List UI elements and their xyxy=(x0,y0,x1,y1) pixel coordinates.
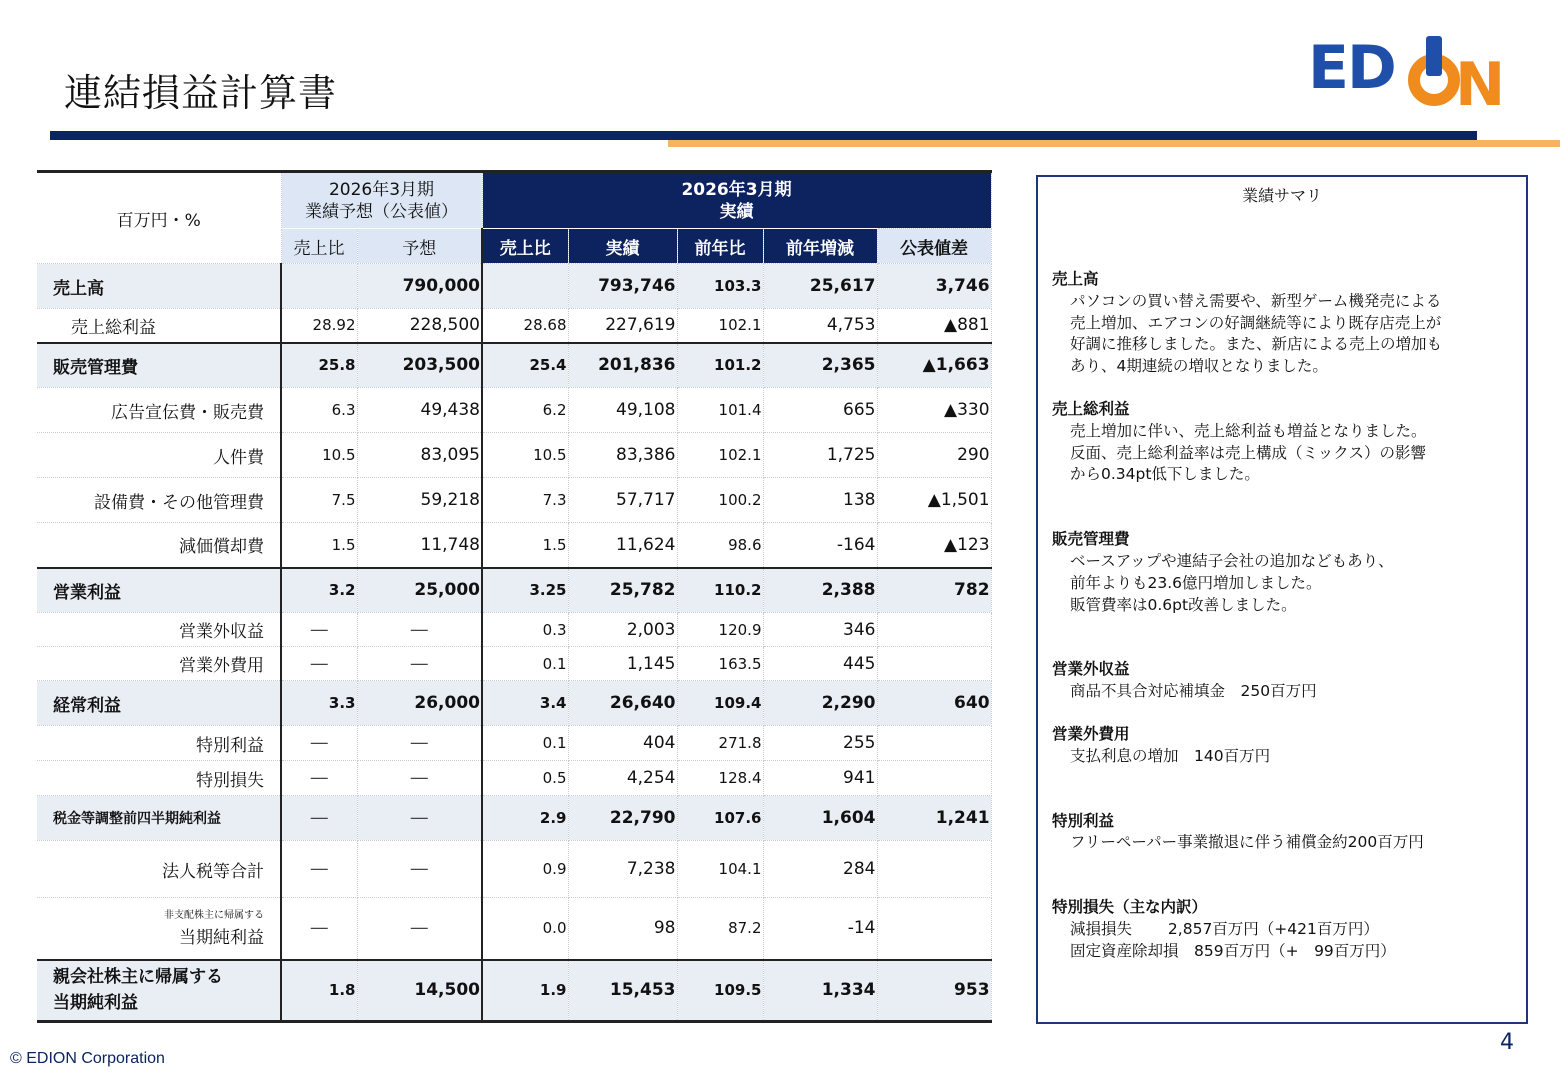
row-label: 営業利益 xyxy=(37,568,281,613)
edion-logo xyxy=(1308,30,1518,110)
col-yoy: 前年比 xyxy=(677,229,763,264)
table-row: 非支配株主に帰属する 当期純利益 ― ― 0.0 98 87.2 -14 xyxy=(37,898,991,960)
table-row: 特別利益 ― ― 0.1 404 271.8 255 xyxy=(37,726,991,761)
table-row: 営業利益 3.2 25,000 3.25 25,782 110.2 2,388 782 xyxy=(37,568,991,613)
svg-text:ED: ED xyxy=(1308,33,1395,103)
col-act-ratio: 売上比 xyxy=(482,229,568,264)
svg-text:N: N xyxy=(1455,50,1506,110)
col-forecast: 予想 xyxy=(357,229,482,264)
row-label: 売上高 xyxy=(37,264,281,309)
row-label: 売上総利益 xyxy=(37,309,281,343)
table-row: 親会社株主に帰属する 当期純利益 1.8 14,500 1.9 15,453 109.5 1,334 953 xyxy=(37,960,991,1022)
table-row: 販売管理費 25.8 203,500 25.4 201,836 101.2 2,365 ▲1,663 xyxy=(37,343,991,388)
summary-section-extraordinary-income: 特別利益 フリーペーパー事業撤退に伴う補償金約200百万円 xyxy=(1052,811,1424,852)
unit-label: 百万円・% xyxy=(37,172,281,264)
row-label: 販売管理費 xyxy=(37,343,281,388)
row-label: 人件費 xyxy=(37,433,281,478)
row-label: 設備費・その他管理費 xyxy=(37,478,281,523)
title-rule-navy xyxy=(50,131,1477,140)
table-row: 経常利益 3.3 26,000 3.4 26,640 109.4 2,290 640 xyxy=(37,681,991,726)
col-change: 前年増減 xyxy=(763,229,877,264)
row-label: 特別利益 xyxy=(37,726,281,761)
title-rule-orange xyxy=(668,140,1560,147)
table-row: 減価償却費 1.5 11,748 1.5 11,624 98.6 -164 ▲123 xyxy=(37,523,991,568)
table-row: 広告宣伝費・販売費 6.3 49,438 6.2 49,108 101.4 665 ▲330 xyxy=(37,388,991,433)
row-label: 法人税等合計 xyxy=(37,841,281,898)
table-row: 人件費 10.5 83,095 10.5 83,386 102.1 1,725 290 xyxy=(37,433,991,478)
row-label: 非支配株主に帰属する 当期純利益 xyxy=(37,898,281,960)
page-number: 4 xyxy=(1500,1030,1514,1055)
row-label: 減価償却費 xyxy=(37,523,281,568)
summary-section-extraordinary-loss: 特別損失（主な内訳） 減損損失 2,857百万円（+421百万円） 固定資産除却損 859百万円（+ 99百万円） xyxy=(1052,898,1396,960)
col-diff: 公表値差 xyxy=(877,229,991,264)
actual-header: 2026年3月期 実績 xyxy=(482,172,991,229)
copyright: © EDION Corporation xyxy=(10,1050,165,1067)
forecast-header: 2026年3月期 業績予想（公表値） xyxy=(281,172,482,229)
table-row: 税金等調整前四半期純利益 ― ― 2.9 22,790 107.6 1,604 1,241 xyxy=(37,796,991,841)
table-row: 売上総利益 28.92 228,500 28.68 227,619 102.1 4,753 ▲881 xyxy=(37,309,991,343)
row-label: 特別損失 xyxy=(37,761,281,796)
col-fc-ratio: 売上比 xyxy=(281,229,357,264)
summary-title: 業績サマリ xyxy=(1241,186,1322,205)
table-row: 売上高 790,000 793,746 103.3 25,617 3,746 xyxy=(37,264,991,309)
col-actual: 実績 xyxy=(568,229,677,264)
row-label: 営業外収益 xyxy=(37,613,281,647)
summary-section-sales: 売上高 パソコンの買い替え需要や、新型ゲーム機発売による 売上増加、エアコンの好調継続等により既存店売上が 好調に推移しました。また、新店による売上の増加も あり、4期連続の増収となりました。 xyxy=(1052,270,1443,376)
table-row: 法人税等合計 ― ― 0.9 7,238 104.1 284 xyxy=(37,841,991,898)
table-row: 特別損失 ― ― 0.5 4,254 128.4 941 xyxy=(37,761,991,796)
row-label: 税金等調整前四半期純利益 xyxy=(37,796,281,841)
row-label: 広告宣伝費・販売費 xyxy=(37,388,281,433)
table-row: 設備費・その他管理費 7.5 59,218 7.3 57,717 100.2 138 ▲1,501 xyxy=(37,478,991,523)
row-label: 営業外費用 xyxy=(37,647,281,681)
summary-panel xyxy=(1036,175,1528,1024)
summary-section-sga: 販売管理費 ベースアップや連結子会社の追加などもあり、 前年よりも23.6億円増加しました。 販管費率は0.6pt改善しました。 xyxy=(1052,530,1394,614)
page-title: 連結損益計算書 xyxy=(64,71,338,115)
summary-section-non-op-income: 営業外収益 商品不具合対応補填金 250百万円 xyxy=(1052,660,1317,701)
row-label: 経常利益 xyxy=(37,681,281,726)
table-row: 営業外費用 ― ― 0.1 1,145 163.5 445 xyxy=(37,647,991,681)
summary-section-gross-profit: 売上総利益 売上増加に伴い、売上総利益も増益となりました。 反面、売上総利益率は売上構成（ミックス）の影響 から0.34pt低下しました。 xyxy=(1052,399,1427,484)
table-row: 営業外収益 ― ― 0.3 2,003 120.9 346 xyxy=(37,613,991,647)
row-label: 親会社株主に帰属する 当期純利益 xyxy=(37,960,281,1022)
summary-section-non-op-expense: 営業外費用 支払利息の増加 140百万円 xyxy=(1052,724,1271,765)
summary-body xyxy=(1052,269,1522,963)
income-statement-table xyxy=(37,170,992,1023)
